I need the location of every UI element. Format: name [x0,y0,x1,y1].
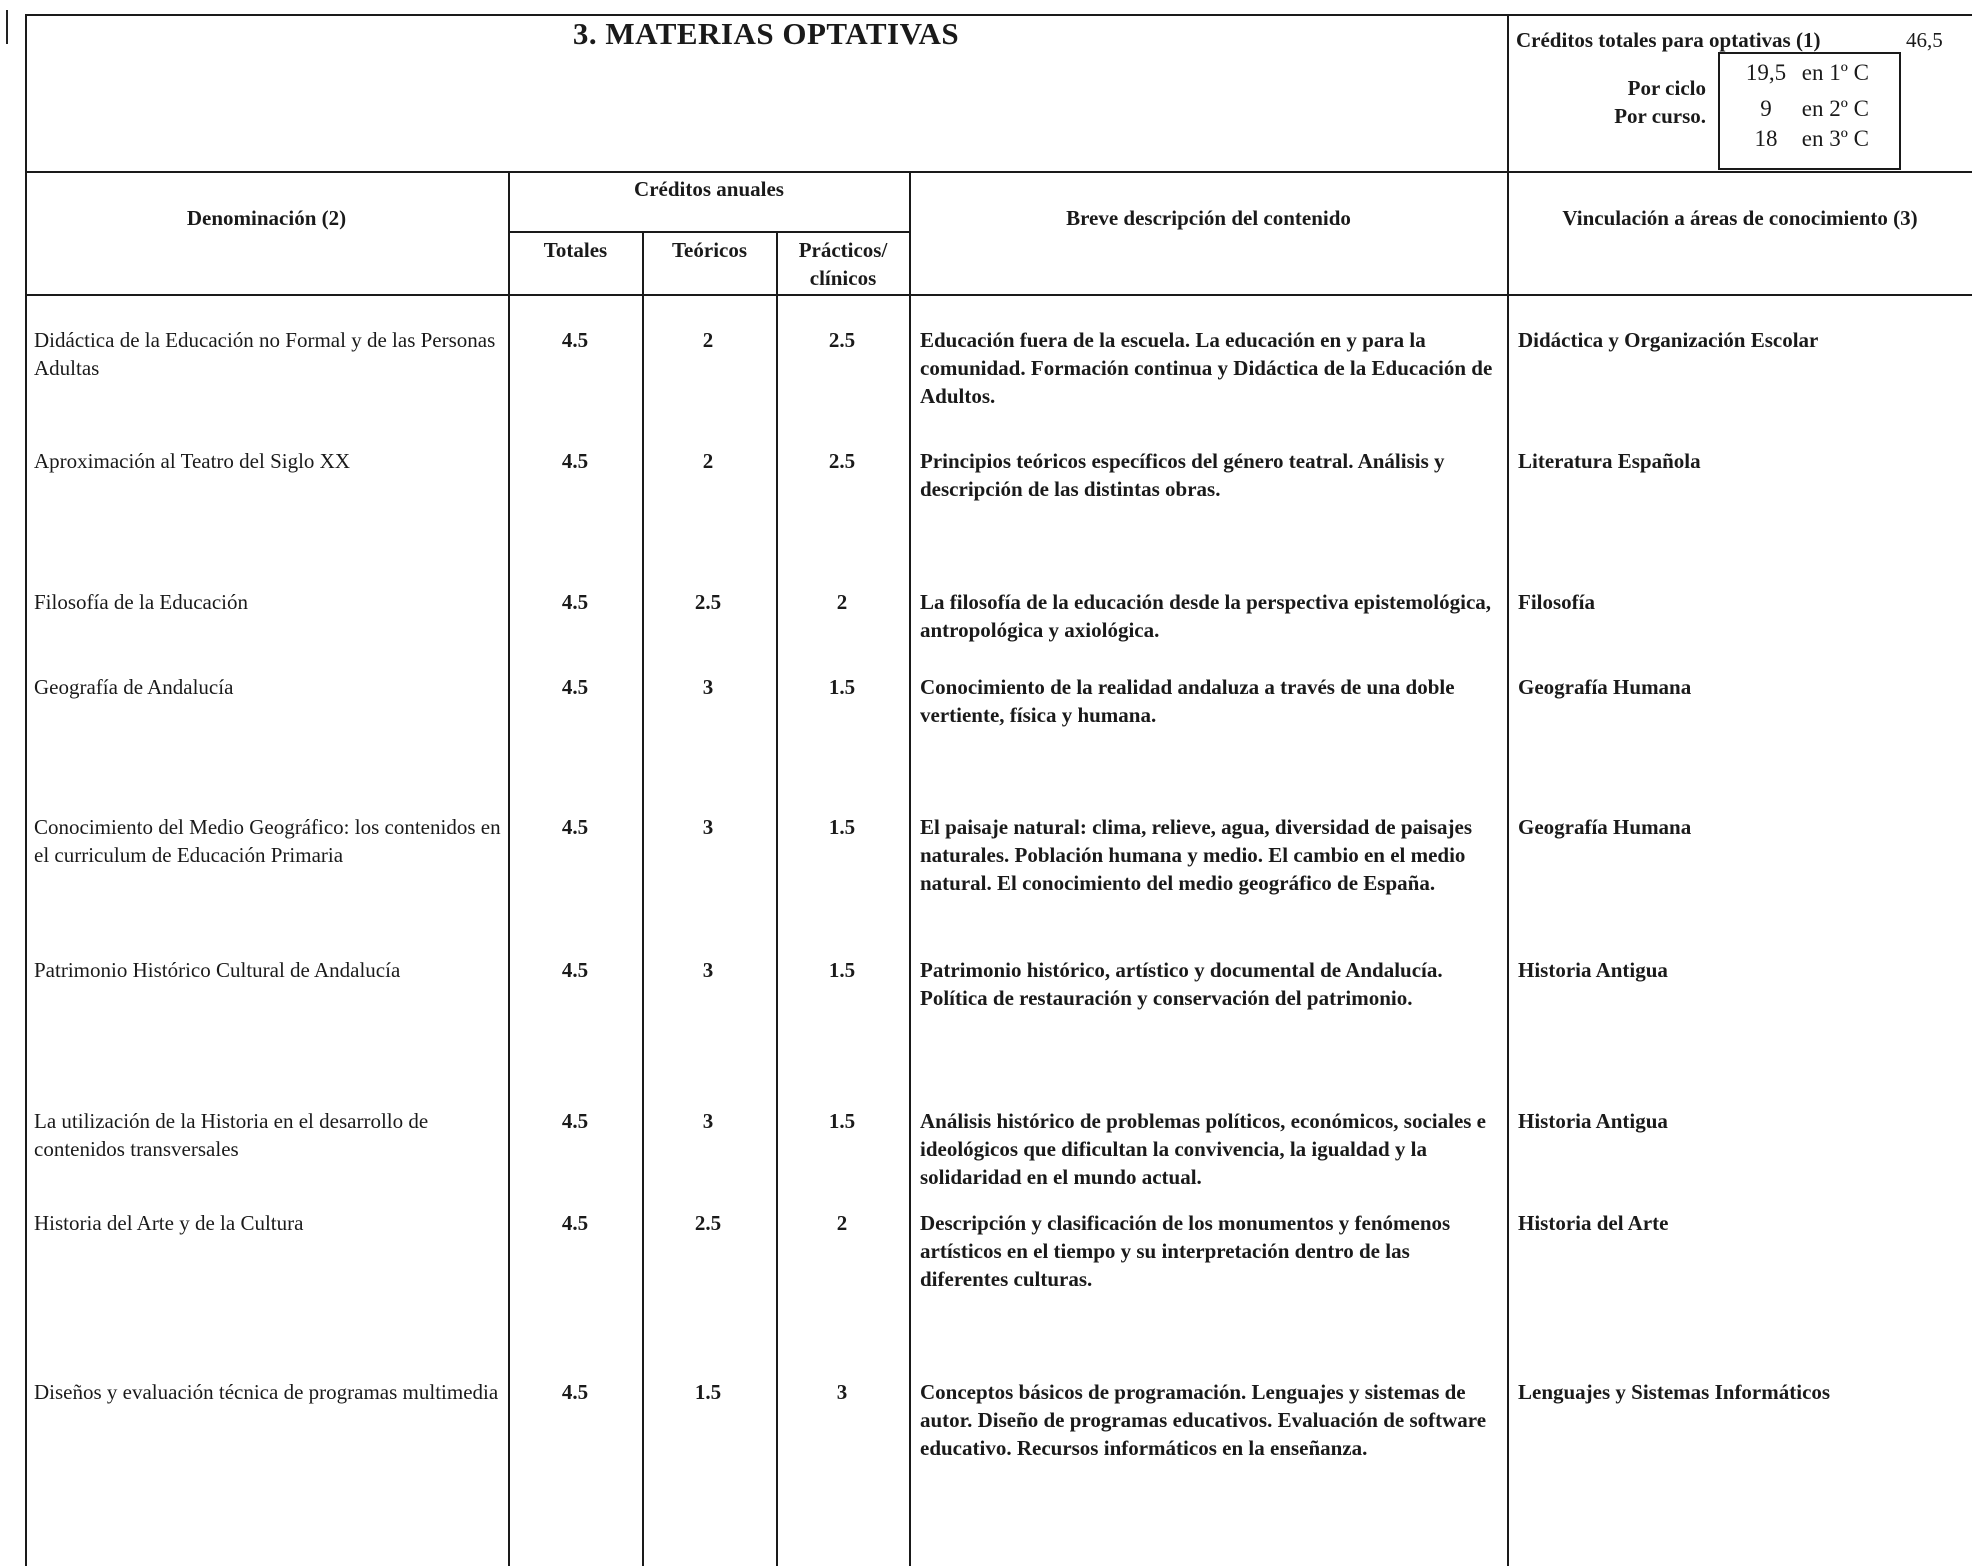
credits-totales: 4.5 [561,328,589,352]
subject-name: La utilización de la Historia en el desarrollo de contenidos transversales [34,1109,429,1161]
credits-practicos: 2 [836,1211,848,1235]
credits-totales: 4.5 [561,675,589,699]
table-left-border [25,14,27,1566]
credits-teoricos: 2 [702,328,714,352]
credits-teoricos: 3 [702,675,714,699]
credits-totales: 4.5 [561,1380,589,1404]
header-totales: Totales [543,238,608,262]
credits-practicos: 2.5 [828,449,856,473]
header-divider [25,171,1972,173]
credits-period-labels [1596,74,1706,130]
credits-totales: 4.5 [561,958,589,982]
header-creditos-anuales: Créditos anuales [634,177,784,201]
credits-practicos: 2 [836,590,848,614]
header-practicos: Prácticos/ clínicos [798,238,888,290]
subject-description: Educación fuera de la escuela. La educación en y para la comunidad. Formación continua y Didáctica de la Educación de Adultos. [920,328,1493,408]
subject-description: Conceptos básicos de programación. Lenguajes y sistemas de autor. Diseño de programas educativos. Evaluación de software educativo. Recursos informáticos en la enseñanza. [920,1380,1487,1460]
knowledge-area: Filosofía [1518,590,1595,614]
knowledge-area: Historia del Arte [1518,1211,1669,1235]
knowledge-area: Lenguajes y Sistemas Informáticos [1518,1380,1831,1404]
por-curso-label: Por curso. [1614,104,1706,128]
knowledge-area: Geografía Humana [1518,675,1692,699]
credits-total-value: 46,5 [1906,28,1943,52]
credits-teoricos: 3 [702,815,714,839]
page-edge-mark [6,10,8,44]
credits-practicos: 1.5 [828,1109,856,1133]
credits-practicos: 2.5 [828,328,856,352]
header-descripcion: Breve descripción del contenido [1066,206,1351,230]
subject-description: La filosofía de la educación desde la perspectiva epistemológica, antropológica y axiológica. [920,590,1492,642]
credits-totales: 4.5 [561,449,589,473]
credits-practicos: 1.5 [828,815,856,839]
column-header-divider [25,294,1972,296]
col-divider-practicos-desc [909,171,911,1566]
subject-description: Descripción y clasificación de los monumentos y fenómenos artísticos en el tiempo y su interpretación dentro de las diferentes culturas. [920,1211,1451,1291]
header-vinculacion: Vinculación a áreas de conocimiento (3) [1562,206,1918,230]
credits-totales: 4.5 [561,590,589,614]
knowledge-area: Geografía Humana [1518,815,1692,839]
credits-teoricos: 2.5 [694,590,722,614]
knowledge-area: Didáctica y Organización Escolar [1518,328,1819,352]
credits-totales: 4.5 [561,1211,589,1235]
knowledge-area: Historia Antigua [1518,958,1668,982]
col-divider-teoricos-practicos [776,231,778,1566]
subject-description: Análisis histórico de problemas políticos, económicos, sociales e ideológicos que dificultan la convivencia, la igualdad y la solidaridad en el mundo actual. [920,1109,1487,1189]
credits-teoricos: 3 [702,1109,714,1133]
credits-breakdown-row: 19,5 en 1º C [1745,60,1869,85]
credits-totales: 4.5 [561,1109,589,1133]
col-divider-totales-teoricos [642,231,644,1566]
subject-name: Conocimiento del Medio Geográfico: los contenidos en el curriculum de Educación Primaria [34,815,501,867]
knowledge-area: Literatura Española [1518,449,1701,473]
header-teoricos: Teóricos [671,238,748,262]
header-denominacion: Denominación (2) [186,206,347,230]
knowledge-area: Historia Antigua [1518,1109,1668,1133]
credits-teoricos: 2.5 [694,1211,722,1235]
credits-practicos: 3 [836,1380,848,1404]
por-ciclo-label: Por ciclo [1627,76,1706,100]
credits-practicos: 1.5 [828,958,856,982]
subject-name: Aproximación al Teatro del Siglo XX [34,449,350,473]
subject-name: Patrimonio Histórico Cultural de Andalucía [34,958,401,982]
credits-teoricos: 3 [702,958,714,982]
subject-description: Patrimonio histórico, artístico y documental de Andalucía. Política de restauración y conservación del patrimonio. [920,958,1443,1010]
subject-description: Conocimiento de la realidad andaluza a través de una doble vertiente, física y humana. [920,675,1455,727]
col-divider-name-totales [508,171,510,1566]
credits-total-label: Créditos totales para optativas (1) [1516,28,1821,52]
subject-description: Principios teóricos específicos del género teatral. Análisis y descripción de las distintas obras. [920,449,1445,501]
credits-teoricos: 1.5 [694,1380,722,1404]
subject-name: Filosofía de la Educación [34,590,249,614]
subject-name: Geografía de Andalucía [34,675,234,699]
credits-breakdown-row: 18 en 3º C [1754,126,1869,151]
credits-teoricos: 2 [702,449,714,473]
subject-description: El paisaje natural: clima, relieve, agua, diversidad de paisajes naturales. Población humana y medio. El cambio en el medio natural. El conocimiento del medio geográfico de España. [920,815,1473,895]
credits-practicos: 1.5 [828,675,856,699]
title-credits-divider [1507,14,1509,1566]
credits-subheader-divider [509,231,910,233]
credits-totales: 4.5 [561,815,589,839]
credits-breakdown-row: 9 en 2º C [1760,96,1869,121]
subject-name: Didáctica de la Educación no Formal y de las Personas Adultas [34,328,496,380]
page-title: 3. MATERIAS OPTATIVAS [572,16,960,51]
subject-name: Historia del Arte y de la Cultura [34,1211,304,1235]
subject-name: Diseños y evaluación técnica de programas multimedia [34,1380,499,1404]
